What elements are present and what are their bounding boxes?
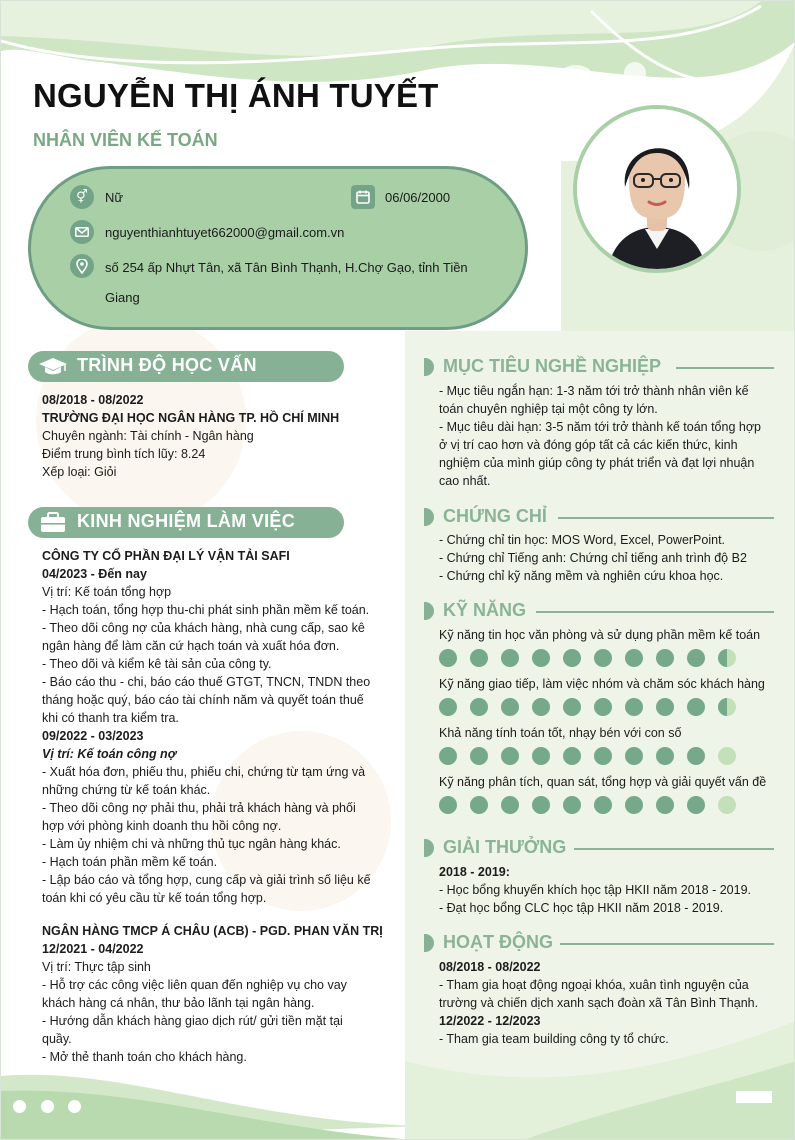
company-1-duty: khi có thanh tra kiểm tra. (42, 711, 179, 725)
portrait-image (577, 109, 737, 269)
education-rank: Xếp loại: Giỏi (42, 465, 117, 479)
company-1-duty: tháng hoặc quý, báo cáo tài chính năm và quyết toán thuế (42, 693, 364, 707)
company-1-duty: - Làm ủy nhiệm chi và những thủ tục ngân hàng khác. (42, 837, 341, 851)
company-1-duty: - Lập báo cáo và tổng hợp, cung cấp và giải trình số liệu kế (42, 873, 371, 887)
section-divider (536, 611, 774, 613)
company-1-role-2: Vị trí: Kế toán công nợ (42, 747, 177, 761)
certificates-header (424, 505, 776, 529)
location-icon (70, 254, 94, 278)
experience-header (28, 507, 344, 538)
skill-dot (439, 747, 457, 765)
awards-header (424, 836, 776, 860)
section-divider (560, 943, 774, 945)
company-1-duty: - Xuất hóa đơn, phiếu thu, phiếu chi, chứng từ tạm ứng và (42, 765, 366, 779)
objective-line: toán chuyên nghiệp tại một công ty lớn. (439, 402, 658, 416)
education-gpa: Điểm trung bình tích lũy: 8.24 (42, 447, 206, 461)
skill-dot (718, 698, 736, 716)
skill-dot (470, 649, 488, 667)
activity-item: trường và chiến dịch xanh sạch đoàn xã Tân Bình Thạnh. (439, 996, 759, 1010)
objective-header (424, 355, 776, 379)
email-text[interactable]: nguyenthianhtuyet662000@gmail.com.vn (105, 225, 345, 240)
objective-line: cao nhất. (439, 474, 491, 488)
skills-title: KỸ NĂNG (443, 600, 527, 620)
skill-dot (532, 747, 550, 765)
section-marker (424, 508, 434, 526)
education-period: 08/2018 - 08/2022 (42, 393, 144, 407)
section-divider (676, 367, 774, 369)
skill-dot (532, 698, 550, 716)
activity-item: - Tham gia hoạt động ngoại khóa, xuân tình nguyện của (439, 978, 749, 992)
activities-header (424, 931, 776, 955)
skill-dot (470, 796, 488, 814)
skill-dot (718, 796, 736, 814)
skill-dot (501, 649, 519, 667)
skill-label: Kỹ năng tin học văn phòng và sử dụng phần mềm kế toán (439, 628, 761, 642)
certificates-title: CHỨNG CHỈ (443, 506, 547, 526)
section-marker (424, 934, 434, 952)
certificate-item: - Chứng chỉ Tiếng anh: Chứng chỉ tiếng anh trình độ B2 (439, 551, 747, 565)
candidate-name: NGUYỄN THỊ ÁNH TUYẾT (33, 77, 439, 114)
section-divider (558, 517, 774, 519)
skill-dot (656, 649, 674, 667)
company-1-duty: - Hạch toán phần mềm kế toán. (42, 855, 218, 869)
education-title: TRÌNH ĐỘ HỌC VẤN (77, 355, 257, 375)
skill-dot (594, 698, 612, 716)
section-marker (424, 358, 434, 376)
company-1-period-2: 09/2022 - 03/2023 (42, 729, 144, 743)
skill-label: Khả năng tính toán tốt, nhạy bén với con số (439, 726, 682, 740)
calendar-icon (351, 185, 375, 209)
company-2-role: Vị trí: Thực tập sinh (42, 960, 151, 974)
skill-dot (470, 747, 488, 765)
skill-dot (656, 747, 674, 765)
skill-dot (687, 747, 705, 765)
skill-dot (656, 698, 674, 716)
certificate-item: - Chứng chỉ kỹ năng mềm và nghiên cứu khoa học. (439, 569, 724, 583)
company-2-duty: quầy. (42, 1032, 72, 1046)
activities-title: HOẠT ĐỘNG (443, 932, 553, 952)
skill-dot (625, 796, 643, 814)
skill-dot (439, 796, 457, 814)
graduation-cap-icon (38, 356, 68, 377)
skills-header (424, 599, 776, 623)
experience-title: KINH NGHIỆM LÀM VIỆC (77, 511, 296, 531)
skill-dot (501, 747, 519, 765)
company-1-duty: - Theo dõi và kiểm kê tài sản của công ty. (42, 657, 272, 671)
education-school: TRƯỜNG ĐẠI HỌC NGÂN HÀNG TP. HỒ CHÍ MINH (42, 411, 340, 425)
skill-dot (625, 698, 643, 716)
objective-line: - Mục tiêu ngắn hạn: 1-3 năm tới trở thành nhân viên kế (439, 384, 749, 398)
skill-dot (656, 796, 674, 814)
skill-dot (501, 796, 519, 814)
objective-line: nghiệm của mình giúp công ty phát triển và đạt lợi nhuận (439, 456, 755, 470)
activity-period: 08/2018 - 08/2022 (439, 960, 541, 974)
birthday-text: 06/06/2000 (385, 190, 451, 205)
skill-label: Kỹ năng phân tích, quan sát, tổng hợp và giải quyết vấn đề (439, 775, 767, 789)
section-marker (424, 839, 434, 857)
activity-period: 12/2022 - 12/2023 (439, 1014, 541, 1028)
gender-icon: ⚥ (70, 185, 94, 209)
skill-dot (501, 698, 519, 716)
skill-dot (594, 796, 612, 814)
activity-item: - Tham gia team building công ty tổ chức. (439, 1032, 669, 1046)
award-item: - Học bổng khuyến khích học tập HKII năm 2018 - 2019. (439, 883, 751, 897)
company-1-duty: - Theo dõi công nợ của khách hàng, nhà cung cấp, sao kê (42, 621, 365, 635)
skill-dot (439, 698, 457, 716)
objective-title: MỤC TIÊU NGHỀ NGHIỆP (443, 356, 662, 376)
email-icon (70, 220, 94, 244)
skill-dot (625, 747, 643, 765)
company-1-duty: - Hạch toán, tổng hợp thu-chi phát sinh phần mềm kế toán. (42, 603, 370, 617)
company-1-name: CÔNG TY CỔ PHẦN ĐẠI LÝ VẬN TẢI SAFI (42, 549, 290, 563)
skill-dot (439, 649, 457, 667)
company-2-duty: khách hàng cá nhân, thư bảo lãnh tại ngân hàng. (42, 996, 315, 1010)
decorative-dots (13, 1100, 93, 1114)
company-1-duty: hợp với phòng kinh doanh thu hồi công nợ. (42, 819, 282, 833)
skill-dot (687, 796, 705, 814)
company-2-name: NGÂN HÀNG TMCP Á CHÂU (ACB) - PGD. PHAN VĂN TRỊ (42, 924, 383, 938)
job-title: NHÂN VIÊN KẾ TOÁN (33, 130, 218, 150)
profile-photo (573, 105, 741, 273)
company-1-period-1: 04/2023 - Đến nay (42, 567, 147, 581)
objective-line: - Mục tiêu dài hạn: 3-5 năm tới trở thành kế toán tổng hợp (439, 420, 761, 434)
skill-dot (563, 698, 581, 716)
objective-line: ở vị trí cao hơn và đóng góp tất cả các kiến thức, kinh (439, 438, 738, 452)
section-divider (574, 848, 774, 850)
awards-title: GIẢI THƯỞNG (443, 837, 567, 857)
company-2-duty: - Mở thẻ thanh toán cho khách hàng. (42, 1050, 247, 1064)
briefcase-icon (38, 512, 68, 533)
company-1-duty: - Theo dõi công nợ phải thu, phải trả khách hàng và phối (42, 801, 356, 815)
company-1-duty: - Báo cáo thu - chi, báo cáo thuế GTGT, TNCN, TNDN theo (42, 675, 371, 689)
skill-dot (563, 796, 581, 814)
award-item: - Đạt học bổng CLC học tập HKII năm 2018 - 2019. (439, 901, 724, 915)
skill-label: Kỹ năng giao tiếp, làm việc nhóm và chăm sóc khách hàng (439, 677, 765, 691)
skill-dot (532, 796, 550, 814)
education-major: Chuyên ngành: Tài chính - Ngân hàng (42, 429, 254, 443)
skill-dot (563, 649, 581, 667)
company-2-period: 12/2021 - 04/2022 (42, 942, 144, 956)
education-header (28, 351, 344, 382)
skill-dot (470, 698, 488, 716)
company-1-duty: những chứng từ kế toán khác. (42, 783, 211, 797)
skill-dot (687, 649, 705, 667)
company-1-role-1: Vị trí: Kế toán tổng hợp (42, 585, 172, 599)
gender-text: Nữ (105, 190, 124, 205)
company-1-duty: toán khi có yêu cầu từ kế toán tổng hợp. (42, 891, 267, 905)
company-2-duty: - Hỗ trợ các công việc liên quan đến nghiệp vụ cho vay (42, 978, 347, 992)
skill-dot (594, 747, 612, 765)
section-marker (424, 602, 434, 620)
skill-dot (594, 649, 612, 667)
company-1-duty: ngân hàng để làm căn cứ hạch toán và xuất hóa đơn. (42, 639, 340, 653)
skill-dot (532, 649, 550, 667)
contact-card (28, 166, 528, 330)
address-line-1: số 254 ấp Nhựt Tân, xã Tân Bình Thạnh, H.Chợ Gạo, tỉnh Tiền (105, 260, 468, 275)
company-2-duty: - Hướng dẫn khách hàng giao dịch rút/ gửi tiền mặt tại (42, 1014, 343, 1028)
skill-dot (718, 649, 736, 667)
skill-dot (563, 747, 581, 765)
skill-dot (625, 649, 643, 667)
skill-dot (718, 747, 736, 765)
awards-period: 2018 - 2019: (439, 865, 510, 879)
skill-dot (687, 698, 705, 716)
certificate-item: - Chứng chỉ tin học: MOS Word, Excel, PowerPoint. (439, 533, 726, 547)
address-line-2: Giang (105, 290, 140, 305)
